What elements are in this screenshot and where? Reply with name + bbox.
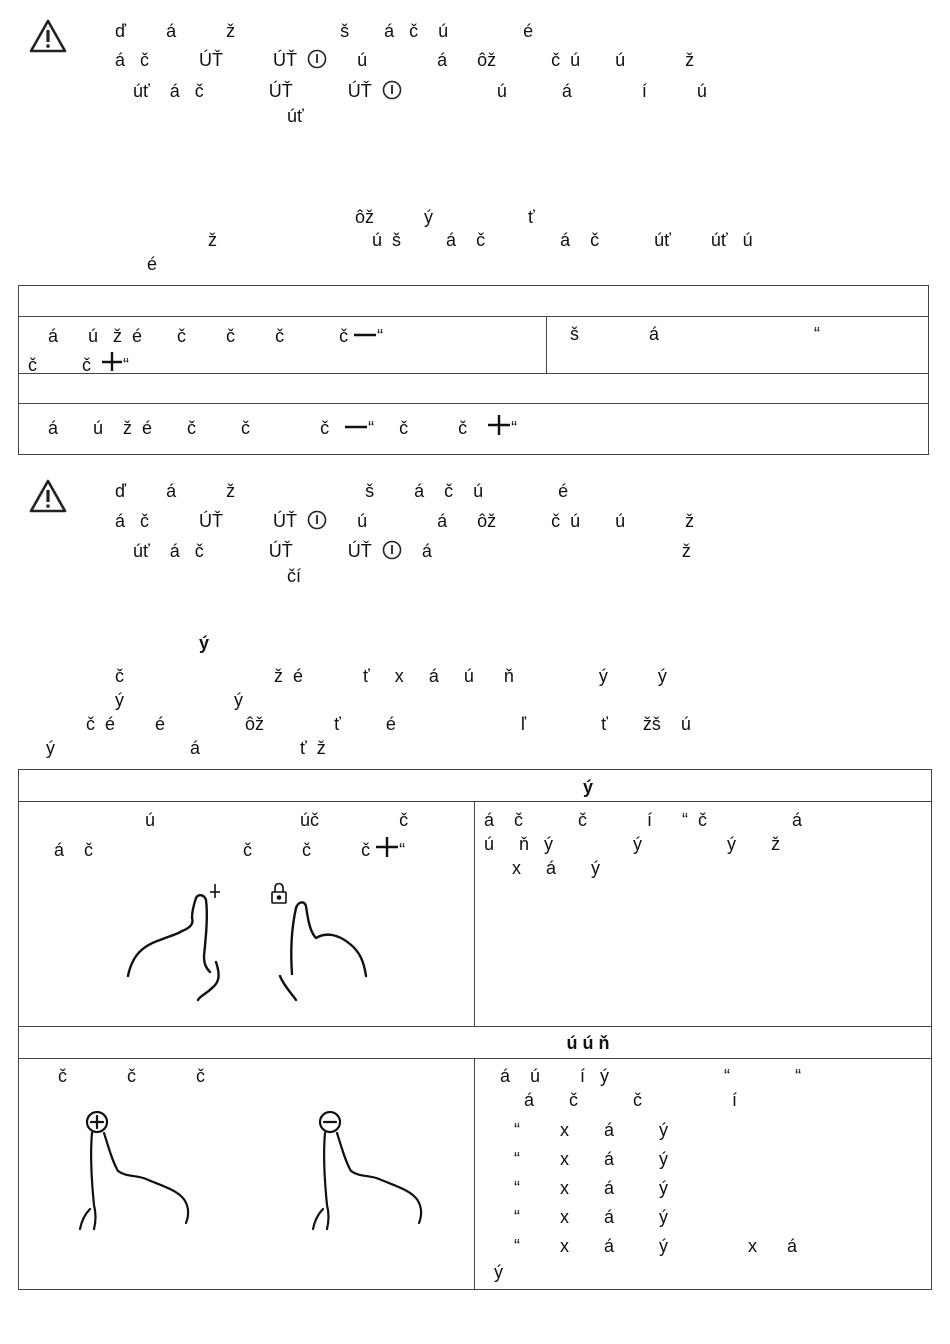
table2-left1-line2 xyxy=(54,836,405,862)
table1-row1-left-line2 xyxy=(28,351,129,371)
plus-icon xyxy=(91,1116,103,1128)
table2-divider xyxy=(18,801,932,802)
table2-right2-line1: á ú í ý “ “ xyxy=(500,1066,802,1086)
warning2-line3-tail: á ž xyxy=(421,541,691,561)
warning1-line3-text: úť á č ÚŤ ÚŤ xyxy=(133,81,372,101)
finger2-left xyxy=(324,1133,328,1229)
table2-left1-line2-text: á č č č č xyxy=(54,840,371,860)
table2-divider xyxy=(18,1026,932,1027)
warning1-line2 xyxy=(115,49,694,71)
warning-icon xyxy=(28,478,68,514)
warning2-line2 xyxy=(115,510,694,532)
plus-icon xyxy=(487,414,511,436)
plus-icon xyxy=(210,884,220,898)
table1-row2 xyxy=(48,414,517,440)
finger2-thumb xyxy=(313,1209,323,1229)
warning2-line2-tail: ú á ôž č ú ú ž xyxy=(357,511,695,531)
lock-icon xyxy=(272,884,286,904)
para1-line2: ž ú š á č á č úť úť ú xyxy=(208,230,753,250)
para1-line1: ôž ý ť xyxy=(355,207,535,227)
quote-mark: “ xyxy=(399,840,406,860)
section-heading: ý xyxy=(199,633,210,653)
warning-icon xyxy=(28,18,68,54)
para2-line1: č ž é ť x á ú ň ý ý xyxy=(115,666,667,686)
warning1-line2-tail: ú á ôž č ú ú ž xyxy=(357,50,695,70)
table1-row1-left xyxy=(48,324,383,348)
table2-right2-line5: “ x á ý xyxy=(514,1178,669,1198)
warning2-line3-text: úť á č ÚŤ ÚŤ xyxy=(133,541,372,561)
quote-mark: “ xyxy=(377,326,384,346)
table2-divider xyxy=(18,1058,932,1059)
para2-line3: č é é ôž ť é ľ ť žš ú xyxy=(86,714,691,734)
finger1-thumb xyxy=(80,1209,90,1229)
table2-header-1: ý xyxy=(582,777,593,797)
warning2-line2-text: á č ÚŤ ÚŤ xyxy=(115,511,298,531)
table1-divider xyxy=(18,316,929,317)
table2-right2-line6: “ x á ý xyxy=(514,1207,669,1227)
para1-line3: é xyxy=(147,254,158,274)
warning2-line1: ď á ž š á č ú é xyxy=(115,481,569,501)
power-icon xyxy=(307,49,327,69)
table1-divider xyxy=(18,403,929,404)
right-hand-outline xyxy=(296,902,366,976)
table1-column-divider xyxy=(546,316,547,373)
table2-right1-line3: x á ý xyxy=(512,858,601,878)
left-hand-wrist xyxy=(198,962,219,1000)
table2-right2-line2: á č č í xyxy=(524,1090,738,1110)
right-hand-finger xyxy=(280,908,296,1000)
table1-row2-mid: “ č č xyxy=(368,418,468,438)
plus-minus-tap-illustration xyxy=(70,1105,430,1235)
table2-right2-line8: ý xyxy=(494,1262,503,1282)
plus-icon xyxy=(101,351,123,371)
left-hand-outline xyxy=(128,895,210,976)
table2-right1-line2: ú ň ý ý ý ž xyxy=(484,834,781,854)
para2-line4: ý á ť ž xyxy=(46,738,326,758)
warning2-line3 xyxy=(133,540,691,562)
finger2-right xyxy=(337,1133,421,1223)
table2-left2: č č č xyxy=(58,1066,206,1086)
table2-right2-line3: “ x á ý xyxy=(514,1120,669,1140)
power-icon xyxy=(382,80,402,100)
minus-icon xyxy=(344,422,368,436)
table2-right2-line4: “ x á ý xyxy=(514,1149,669,1169)
table2-right2-line7: “ x á ý x á xyxy=(514,1236,798,1256)
quote-mark: “ xyxy=(511,418,518,438)
table2-left1-line1: ú úč č xyxy=(145,810,409,830)
power-icon xyxy=(382,540,402,560)
table2-column-divider xyxy=(474,1058,475,1290)
para2-line2: ý ý xyxy=(115,690,244,710)
warning1-line1: ď á ž š á č ú é xyxy=(115,21,534,41)
quote-mark: “ xyxy=(123,355,130,371)
table1-row1-right: š á “ xyxy=(570,324,821,344)
plus-icon xyxy=(375,836,399,858)
table2-column-divider xyxy=(474,801,475,1026)
finger1-right xyxy=(104,1133,188,1223)
warning2-line4: čí xyxy=(287,566,302,586)
table1-row1-left-line2-text: č č xyxy=(28,355,92,371)
table1-row1-left-text: á ú ž é č č č č xyxy=(48,326,349,346)
table2-right1-line1: á č č í “ č á xyxy=(484,810,803,830)
finger1-left xyxy=(91,1133,95,1229)
power-icon xyxy=(307,510,327,530)
table1-row2-text: á ú ž é č č č xyxy=(48,418,330,438)
warning1-line3 xyxy=(133,80,707,102)
table2-header-2: ú ú ň xyxy=(566,1033,610,1053)
table1-divider xyxy=(18,373,929,374)
warning1-line4: úť xyxy=(287,106,304,126)
warning1-line3-tail: ú á í ú xyxy=(496,81,707,101)
minus-icon xyxy=(353,330,377,344)
warning1-line2-text: á č ÚŤ ÚŤ xyxy=(115,50,298,70)
plus-lock-gesture-illustration xyxy=(120,876,380,1006)
